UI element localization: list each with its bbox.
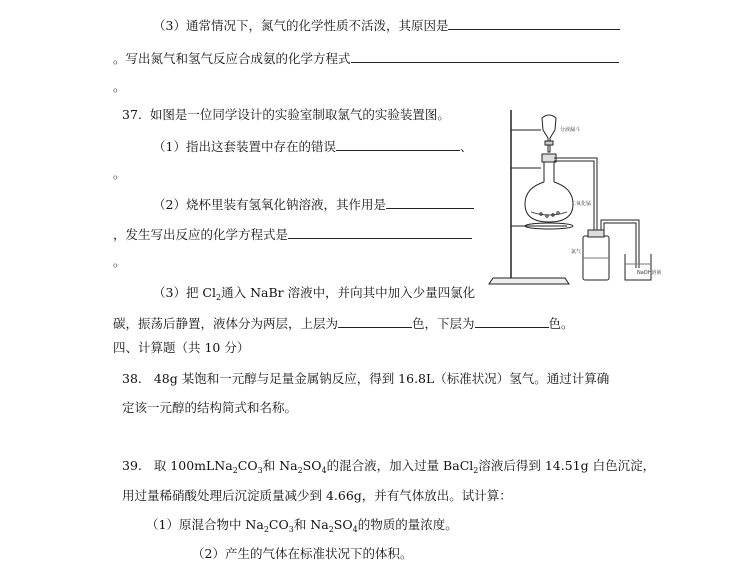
q36-part3-line <box>153 16 620 34</box>
q38-number: 38. <box>122 371 142 386</box>
q38-line1 <box>122 371 609 387</box>
q39-l1-sub2: 3 <box>257 466 263 475</box>
q39-p1-e: 的物质的量浓度。 <box>357 517 458 532</box>
q36-equation-line <box>113 49 619 67</box>
q37-part3-line2-text-a: 碳，振荡后静置，液体分为两层，上层为 <box>113 316 339 331</box>
q39-part2-line: （2）产生的气体在标准状况下的体积。 <box>192 546 413 561</box>
q37-part3-line2-text-c: 色。 <box>548 316 574 331</box>
q37-part2-line <box>153 195 474 213</box>
q37-part1-separator: 、 <box>459 139 473 154</box>
q39-l1-c: 和 Na <box>262 458 298 473</box>
q37-part3-text-b: 通入 NaBr 溶液中，并向其中加入少量四氯化 <box>221 285 476 300</box>
q39-l1-b: CO <box>237 458 258 473</box>
q39-l1-e: 的混合液，加入过量 BaCl <box>326 458 474 473</box>
q37-part1-end-mark: 。 <box>113 166 126 181</box>
q39-p1-sub4: 4 <box>352 525 358 534</box>
q36-part3-answer-blank[interactable] <box>448 16 620 30</box>
chlorine-apparatus-figure <box>487 108 667 290</box>
q39-l1-a: 取 100mLNa <box>153 458 233 473</box>
q37-part2-end-mark: 。 <box>113 254 126 269</box>
q39-line2: 用过量稀硝酸处理后沉淀质量减少到 4.66g，并有气体放出。试计算： <box>122 488 512 503</box>
q37-upper-layer-blank[interactable] <box>338 314 412 328</box>
q37-stem: 如图是一位同学设计的实验室制取氯气的实验装置图。 <box>149 107 450 122</box>
q36-equation-answer-blank[interactable] <box>351 49 619 63</box>
q37-part1-line <box>153 137 472 155</box>
q38-text-line1: 48g 某饱和一元醇与足量金属钠反应，得到 16.8L（标准状况）氢气。通过计算确 <box>153 371 610 386</box>
q39-p1-sub3: 2 <box>328 525 334 534</box>
q37-part2-answer-blank[interactable] <box>386 195 474 209</box>
q37-lower-layer-blank[interactable] <box>475 314 549 328</box>
q39-l1-sub3: 2 <box>297 466 303 475</box>
q37-part2-text: （2）烧杯里装有氢氧化钠溶液，其作用是 <box>153 197 386 212</box>
q36-end-mark: 。 <box>113 79 126 94</box>
q37-part2-cont-line <box>113 225 472 243</box>
q37-part1-text: （1）指出这套装置中存在的错误 <box>153 139 336 154</box>
q37-equation-answer-blank[interactable] <box>288 225 472 239</box>
q39-l1-sub4: 4 <box>321 466 327 475</box>
label-naoh-solution: NaOH溶液 <box>637 270 662 276</box>
q37-stem-line <box>122 107 450 123</box>
q39-l1-d: SO <box>302 458 322 473</box>
q37-part3-subscript: 2 <box>216 293 222 302</box>
q39-number: 39. <box>122 458 142 473</box>
q38-line2: 定该一元醇的结构简式和名称。 <box>122 400 298 415</box>
q39-l1-f: 溶液后得到 14.51g 白色沉淀， <box>478 458 656 473</box>
q39-p1-sub1: 2 <box>263 525 269 534</box>
q37-part3-line2-text-b: 色，下层为 <box>412 316 475 331</box>
label-manganese-dioxide: 二氧化锰 <box>571 201 592 207</box>
label-separatory-funnel: 分液漏斗 <box>560 127 581 133</box>
q39-part1-line <box>146 517 458 533</box>
q36-equation-text: 。写出氮气和氢气反应合成氨的化学方程式 <box>113 51 351 66</box>
label-chlorine-gas: 氯气 <box>571 249 582 255</box>
q37-part2-cont-text: ，发生写出反应的化学方程式是 <box>113 227 289 242</box>
q37-number: 37. <box>122 107 142 122</box>
section4-heading: 四、计算题（共 10 分） <box>113 340 250 355</box>
q39-line1 <box>122 458 655 474</box>
q37-part3-text-a: （3）把 Cl <box>153 285 216 300</box>
q39-p1-d: SO <box>333 517 353 532</box>
q39-l1-sub5: 2 <box>473 466 479 475</box>
q36-part3-text: （3）通常情况下，氮气的化学性质不活泼，其原因是 <box>153 18 449 33</box>
apparatus-drawing <box>487 108 667 290</box>
q39-p1-a: （1）原混合物中 Na <box>146 517 264 532</box>
q39-p1-b: CO <box>268 517 289 532</box>
q37-part1-answer-blank[interactable] <box>336 137 460 151</box>
q39-p1-c: 和 Na <box>293 517 329 532</box>
q37-part3-line2 <box>113 314 574 332</box>
q39-l1-sub1: 2 <box>232 466 238 475</box>
q37-part3-line <box>153 285 475 301</box>
q39-p1-sub2: 3 <box>288 525 294 534</box>
